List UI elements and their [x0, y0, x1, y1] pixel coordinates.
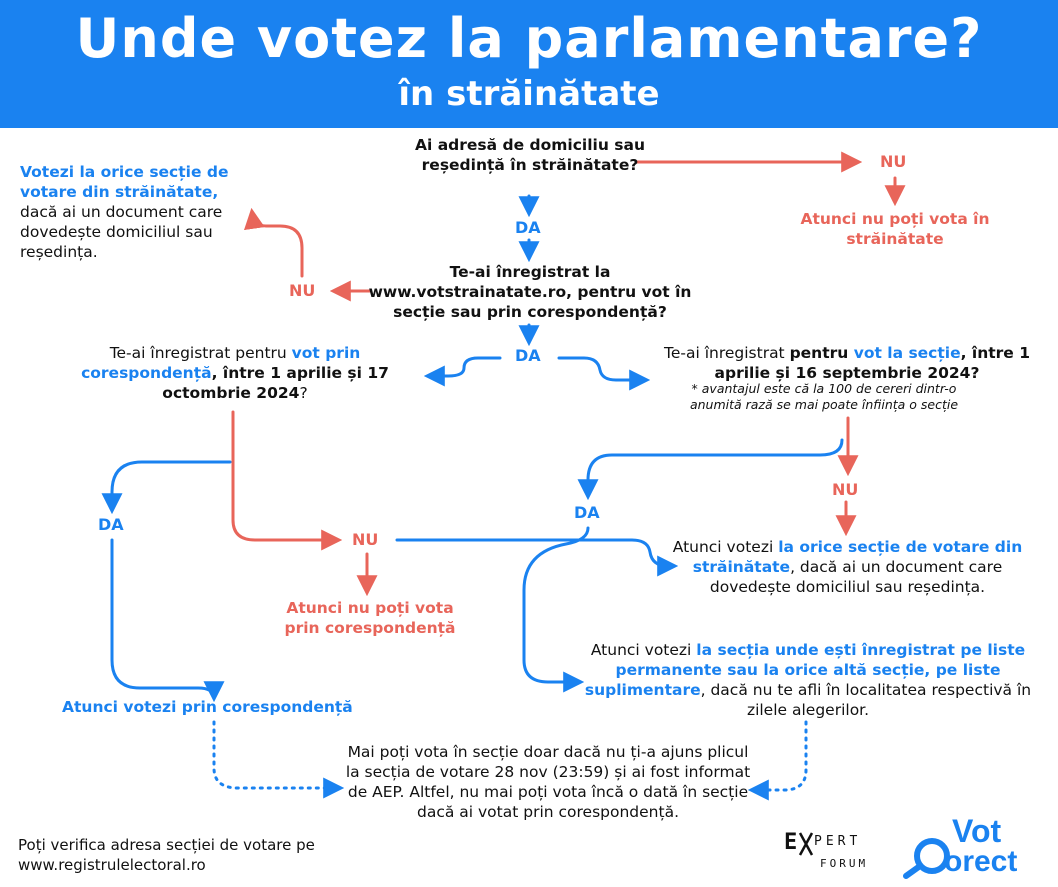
q3-post-suffix: ?: [299, 384, 308, 402]
q3-station-bold1: pentru: [789, 344, 854, 362]
result-cannot-vote-abroad: Atunci nu poți vota în străinătate: [800, 210, 990, 248]
arrow-registered-to-final: [752, 722, 806, 790]
label-q1-no: NU: [880, 152, 907, 171]
arrow-post-to-nu: [233, 412, 338, 540]
result-any-station-highlight: Votezi la orice secție de votare din străinătate,: [20, 163, 229, 201]
label-q2-yes: DA: [515, 346, 541, 365]
any-station-highlight: la orice secție de votare din străinătate: [692, 538, 1023, 576]
arrow-post-da-to-result: [112, 540, 214, 698]
registered-station-prefix: Atunci votezi: [590, 641, 697, 659]
any-station-suffix: , dacă ai un document care dovedește domiciliul sau reședința.: [709, 558, 1003, 596]
q3-post-prefix: Te-ai înregistrat pentru: [109, 344, 292, 362]
arrow-da-to-q3-station: [559, 358, 646, 380]
svg-text:FORUM: FORUM: [820, 857, 869, 870]
label-q2-no: NU: [289, 281, 316, 300]
label-post-no: NU: [352, 530, 379, 549]
any-station-prefix: Atunci votezi: [672, 538, 779, 556]
question-station-vote: [652, 343, 1042, 383]
svg-text:orect: orect: [944, 845, 1018, 878]
final-note: Mai poți vota în secție doar dacă nu ți-a ajuns plicul la secția de votare 28 nov (23:59) și ai fost informat de AEP. Altfel, nu mai poți vota încă o dată în secție dacă ai votat prin corespondență.: [345, 743, 751, 821]
result-vote-by-post: Atunci votezi prin corespondență: [62, 698, 353, 716]
q3-station-prefix: Te-ai înregistrat: [664, 344, 790, 362]
svg-text:Vot: Vot: [952, 813, 1002, 849]
label-q1-yes: DA: [515, 218, 541, 237]
result-cannot-vote-by-post: Atunci nu poți vota prin corespondență: [284, 599, 456, 637]
arrow-station-da-to-registered: [524, 528, 588, 682]
q3-station-highlight: vot la secție: [853, 344, 961, 362]
arrow-post-nu-to-any-station: [397, 540, 674, 566]
arrow-post-to-da: [112, 462, 230, 510]
result-any-station-unregistered: [20, 162, 250, 262]
label-station-yes: DA: [574, 503, 600, 522]
label-post-yes: DA: [98, 515, 124, 534]
footer-verify-note: Poți verifica adresa secției de votare pe www.registrulelectoral.ro: [18, 836, 315, 874]
arrow-da-to-q3-post: [428, 358, 500, 376]
page-title: Unde votez la parlamentare?: [75, 7, 983, 70]
label-station-no: NU: [832, 480, 859, 499]
svg-text:PERT: PERT: [814, 834, 862, 849]
q3-station-bold2: , între 1 aprilie și 16 septembrie 2024?: [714, 344, 1030, 382]
question-registered: Te-ai înregistrat la www.votstrainatate.ro, pentru vot în secție sau prin corespondență?: [368, 263, 692, 321]
svg-text:E: E: [784, 830, 798, 855]
page-subtitle: în străinătate: [398, 74, 660, 114]
q3-post-highlight: vot prin corespondență: [81, 344, 361, 382]
registered-station-suffix: , dacă nu te afli în localitatea respectivă în zilele alegerilor.: [700, 681, 1032, 719]
result-any-station-rest: dacă ai un document care dovedește domiciliul sau reședința.: [20, 203, 223, 261]
vot-corect-logo: [900, 808, 1050, 880]
result-registered-station: [582, 640, 1034, 720]
arrow-q2-nu-to-result: [252, 212, 302, 276]
registered-station-highlight: la secția unde ești înregistrat pe liste permanente sau la orice altă secție, pe liste suplimentare: [584, 641, 1026, 699]
expert-forum-logo: [780, 815, 890, 875]
q3-post-bold: , între 1 aprilie și 17 octombrie 2024: [162, 364, 389, 402]
question-postal-vote: [70, 343, 400, 403]
question-residence: Ai adresă de domiciliu sau reședință în străinătate?: [415, 136, 645, 174]
station-footnote: * avantajul este că la 100 de cereri dintr-o anumită rază se mai poate înființa o secție: [689, 381, 959, 412]
arrow-station-to-da: [588, 440, 842, 496]
arrow-post-result-to-final: [214, 722, 340, 788]
result-any-station: [670, 537, 1025, 597]
